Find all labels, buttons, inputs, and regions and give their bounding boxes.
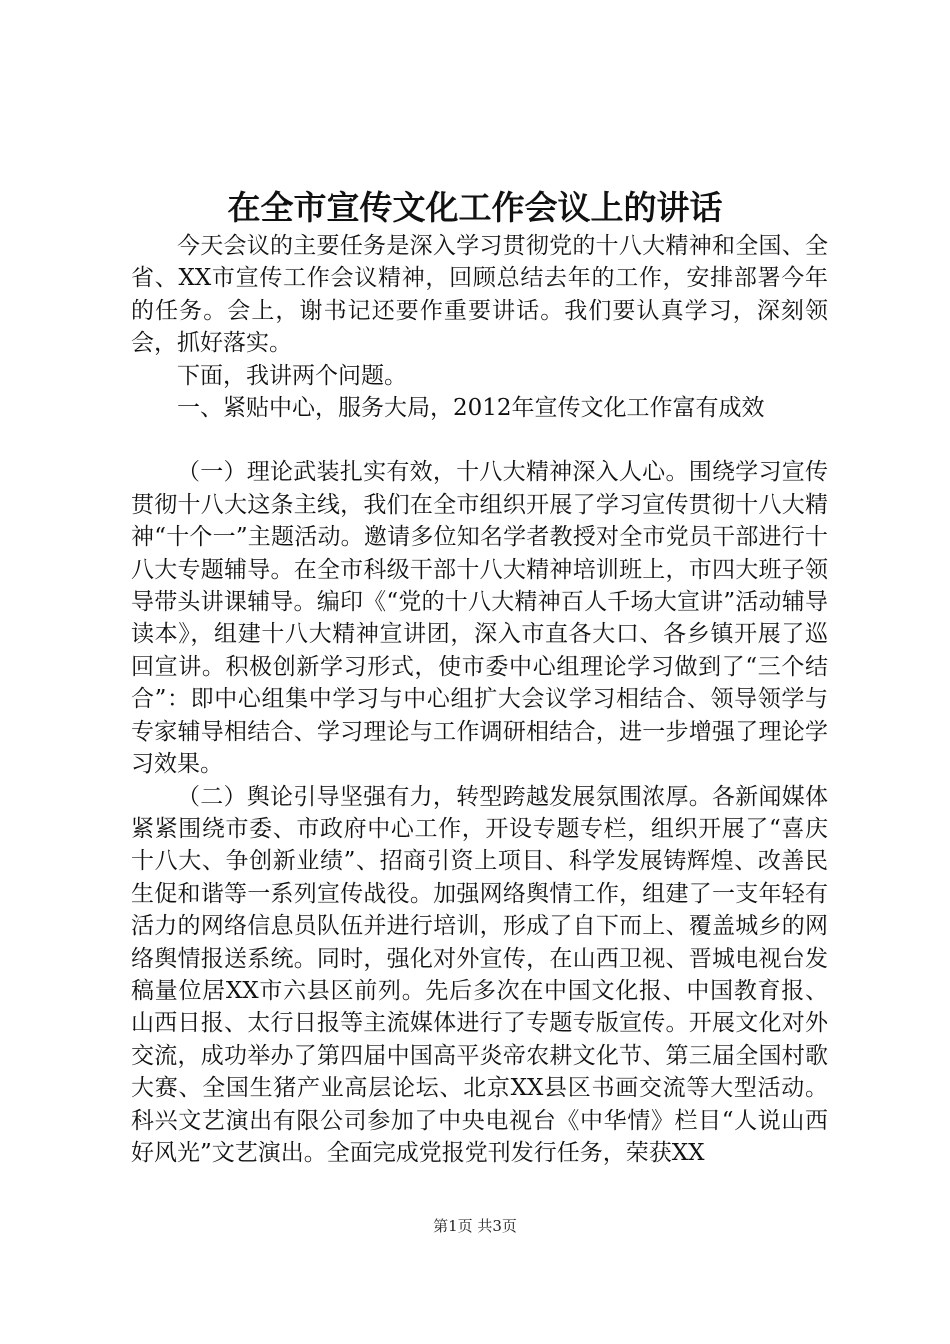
document-body <box>131 230 828 1169</box>
body-paragraph-opinion: （二）舆论引导坚强有力，转型跨越发展氛围浓厚。各新闻媒体紧紧围绕市委、市政府中心工作，开设专题专栏，组织开展了“喜庆十八大、争创新业绩”、招商引资上项目、科学发展铸辉煌、改善民生促和谐等一系列宣传战役。加强网络舆情工作，组建了一支年轻有活力的网络信息员队伍并进行培训，形成了自下而上、覆盖城乡的网络舆情报送系统。同时，强化对外宣传，在山西卫视、晋城电视台发稿量位居XX市六县区前列。先后多次在中国文化报、中国教育报、山西日报、太行日报等主流媒体进行了专题专版宣传。开展文化对外交流，成功举办了第四届中国高平炎帝农耕文化节、第三届全国村歌大赛、全国生猪产业高层论坛、北京XX县区书画交流等大型活动。科兴文艺演出有限公司参加了中央电视台《中华情》栏目“人说山西好风光”文艺演出。全面完成党报党刊发行任务，荣获XX <box>131 783 828 1166</box>
intro-paragraph: 今天会议的主要任务是深入学习贯彻党的十八大精神和全国、全省、XX市宣传工作会议精神，回顾总结去年的工作，安排部署今年的任务。会上，谢书记还要作重要讲话。我们要认真学习，深刻领会，抓好落实。 <box>131 233 828 357</box>
transition-paragraph: 下面，我讲两个问题。 <box>177 362 407 389</box>
section-heading: 一、紧贴中心，服务大局，2012年宣传文化工作富有成效 <box>177 395 765 422</box>
body-paragraph-theory: （一）理论武装扎实有效，十八大精神深入人心。围绕学习宣传贯彻十八大这条主线，我们在全市组织开展了学习宣传贯彻十八大精神“十个一”主题活动。邀请多位知名学者教授对全市党员干部进行十八大专题辅导。在全市科级干部十八大精神培训班上，市四大班子领导带头讲课辅导。编印《“党的十八大精神百人千场大宣讲”活动辅导读本》，组建十八大精神宣讲团，深入市直各大口、各乡镇开展了巡回宣讲。积极创新学习形式，使市委中心组理论学习做到了“三个结合”：即中心组集中学习与中心组扩大会议学习相结合、领导领学与专家辅导相结合、学习理论与工作调研相结合，进一步增强了理论学习效果。 <box>131 459 828 778</box>
page-footer: 第1页 共3页 <box>433 1217 517 1235</box>
document-title: 在全市宣传文化工作会议上的讲话 <box>227 188 723 227</box>
